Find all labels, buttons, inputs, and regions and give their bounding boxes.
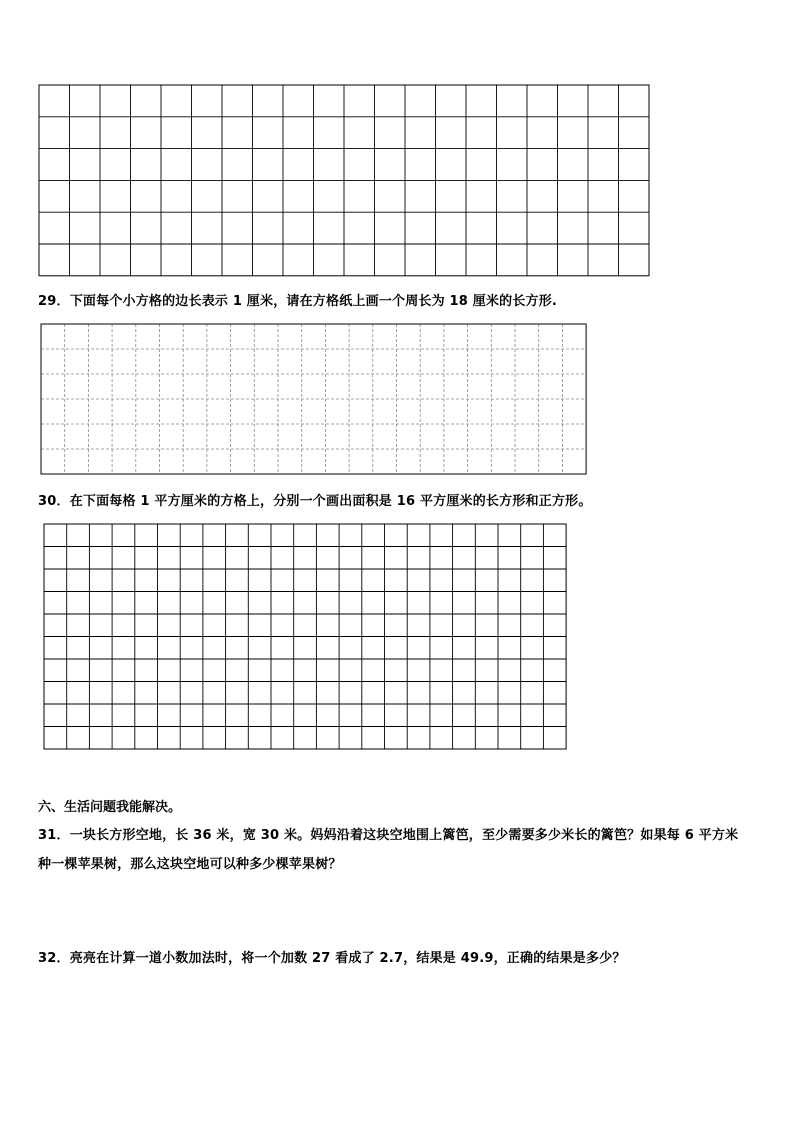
question-30-square-grid[interactable] bbox=[43, 523, 568, 751]
question-29-text: 29．下面每个小方格的边长表示 1 厘米，请在方格纸上画一个周长为 18 厘米的长方形. bbox=[38, 294, 558, 309]
question-30-text: 30．在下面每格 1 平方厘米的方格上，分别一个画出面积是 16 平方厘米的长方形和正方形。 bbox=[38, 494, 592, 509]
question-31-line2: 种一棵苹果树，那么这块空地可以种多少棵苹果树？ bbox=[38, 857, 342, 872]
question-31-line1: 31．一块长方形空地，长 36 米，宽 30 米。妈妈沿着这块空地围上篱笆，至少需要多少米长的篱笆？如果每 6 平方米 bbox=[38, 828, 739, 843]
question-29-dashed-grid[interactable] bbox=[40, 323, 589, 475]
section-6-title: 六、生活问题我能解决。 bbox=[38, 800, 182, 815]
question-32-text: 32．亮亮在计算一道小数加法时，将一个加数 27 看成了 2.7，结果是 49.9，正确的结果是多少？ bbox=[38, 951, 626, 966]
top-square-grid bbox=[38, 84, 652, 277]
